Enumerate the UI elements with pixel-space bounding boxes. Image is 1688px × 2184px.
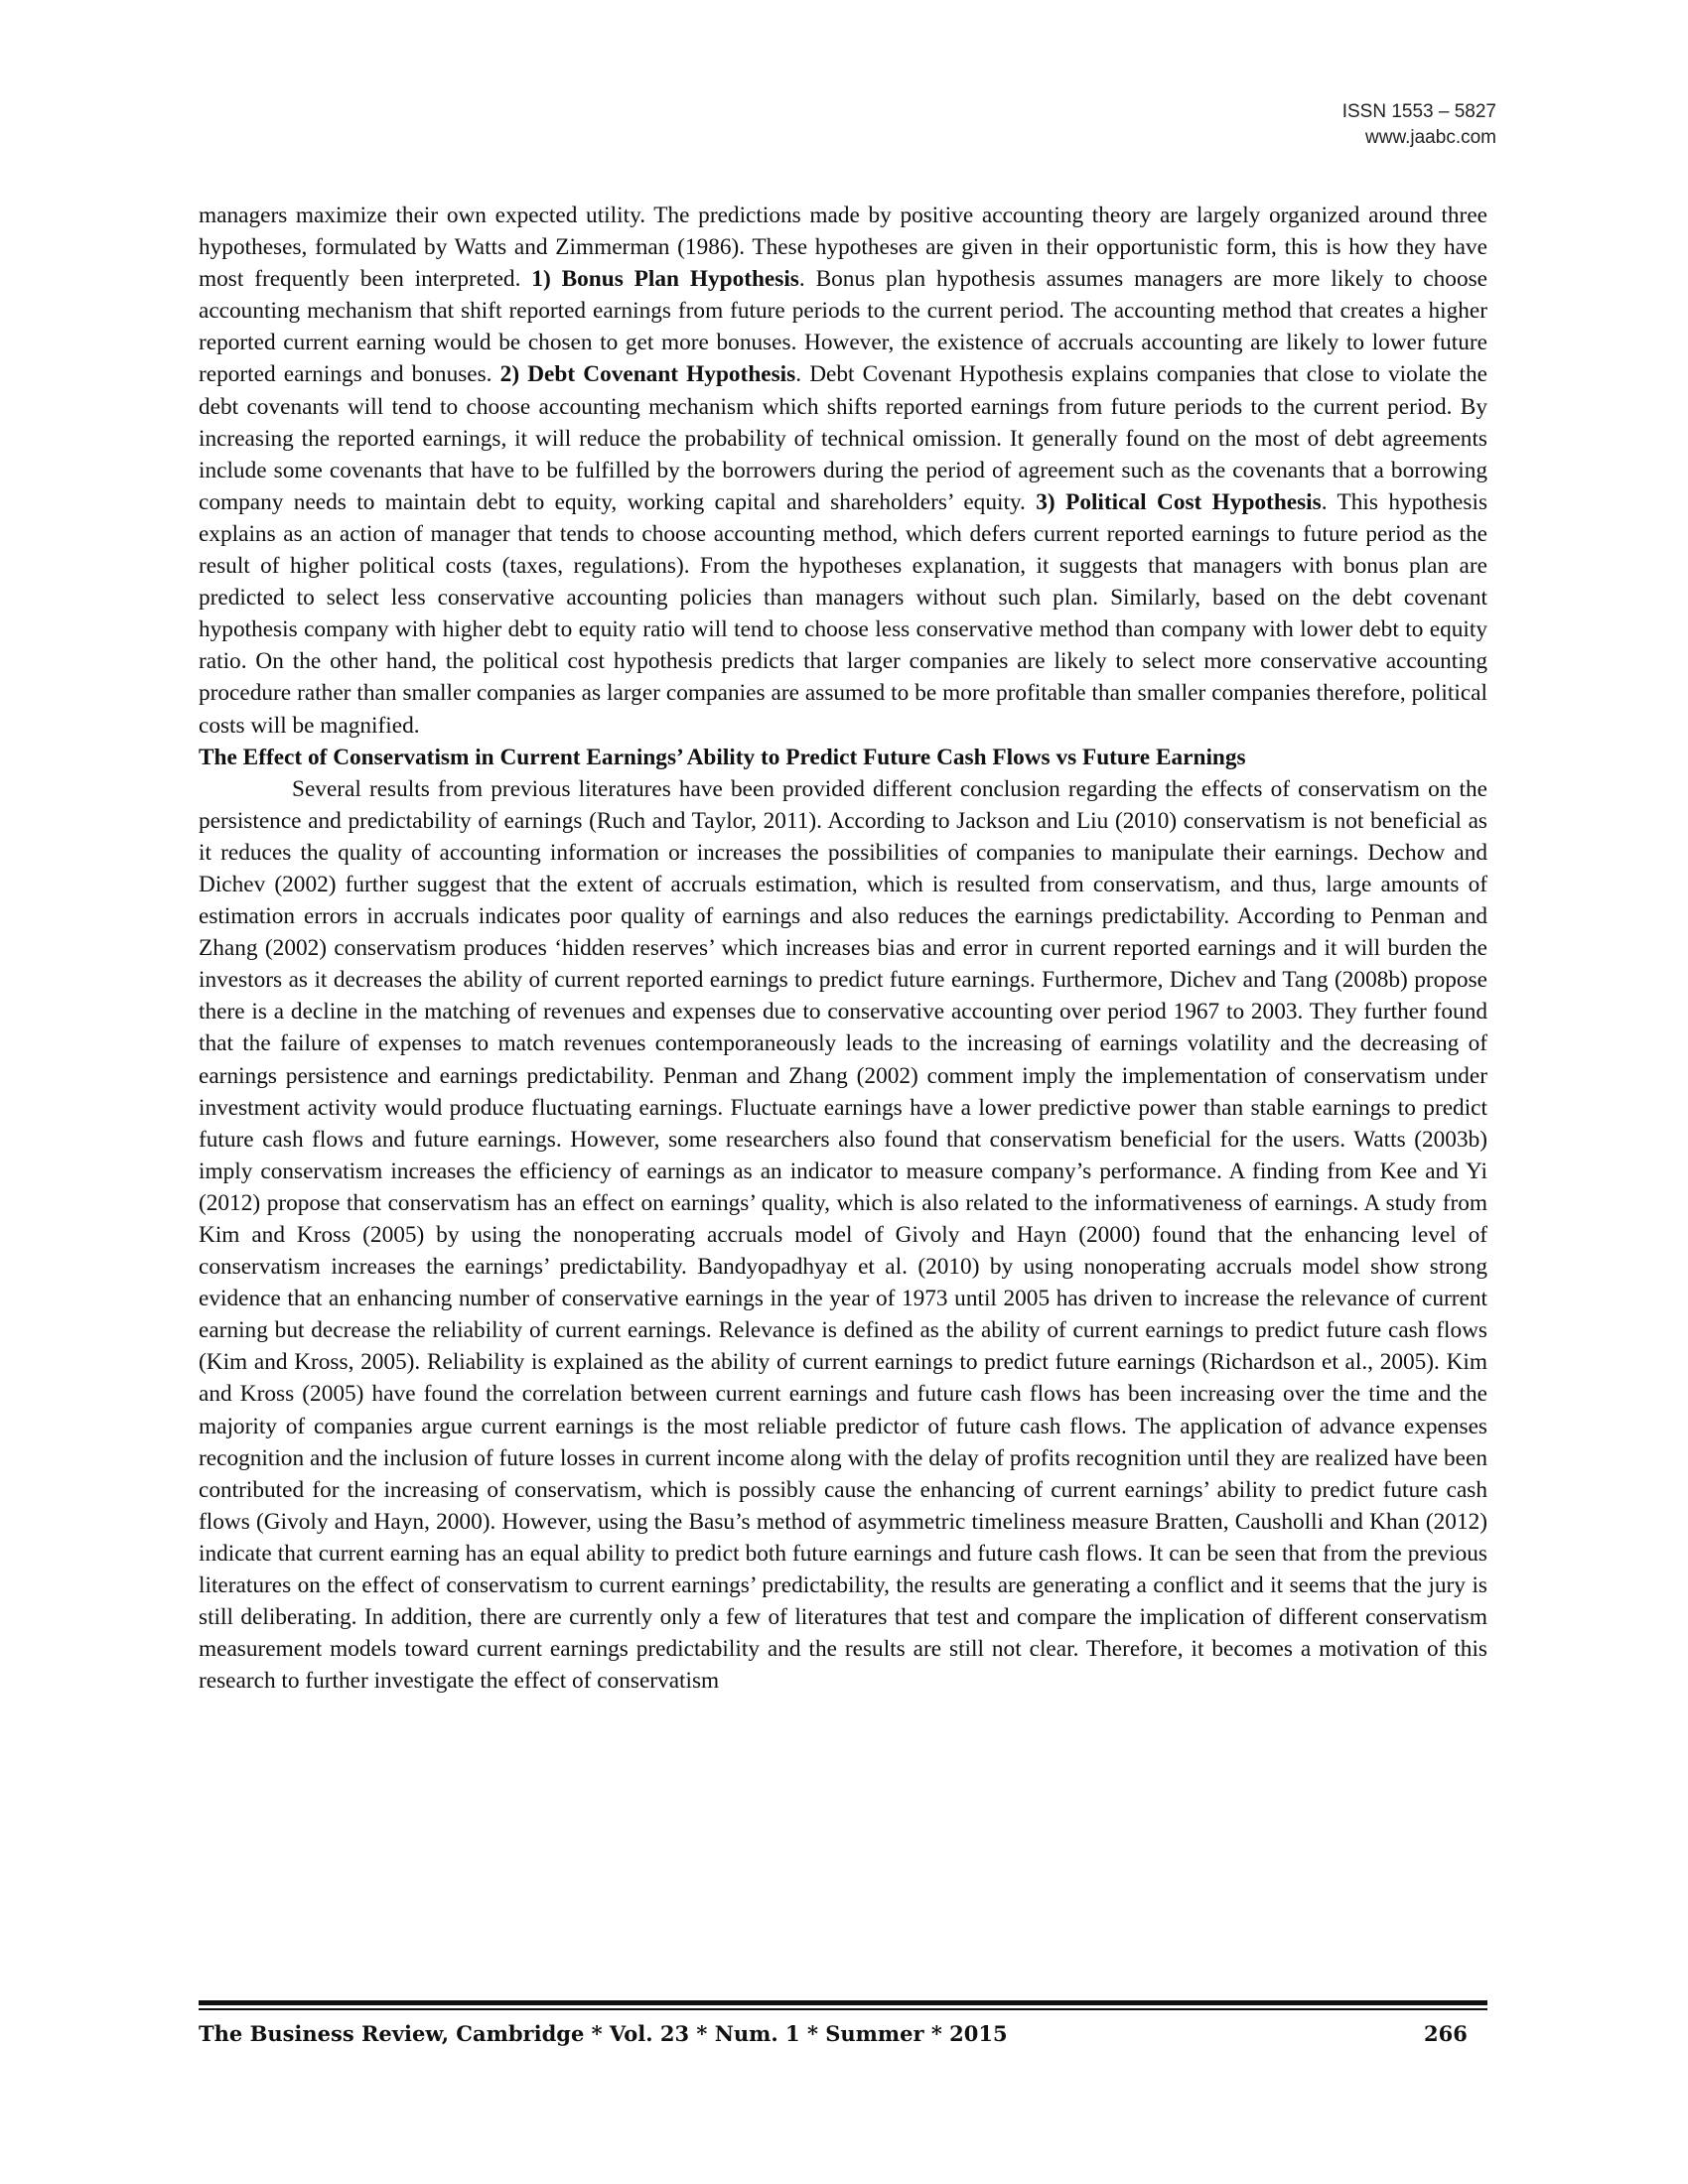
paragraph-text: . This hypothesis explains as an action of manager that tends to choose accounting method, which defers current reported earnings to future period as the result of higher political costs (taxes, regulations). From the hypotheses explanation, it suggests that managers with bonus plan are predicted to select less conservative accounting policies than managers without such plan. Similarly, based on the debt covenant hypothesis company with higher debt to equity ratio will tend to choose less conservative method than company with lower debt to equity ratio. On the other hand, the political cost hypothesis predicts that larger companies are likely to select more conservative accounting procedure rather than smaller companies as larger companies are assumed to be more profitable than smaller companies therefore, political costs will be magnified. [199,488,1488,739]
bonus-plan-heading: 1) Bonus Plan Hypothesis [531,266,799,293]
footer-journal-info: The Business Review, Cambridge * Vol. 23 * Num. 1 * Summer * 2015 [199,2021,1008,2046]
political-cost-heading: 3) Political Cost Hypothesis [1036,488,1322,515]
paragraph-conservatism: Several results from previous literatures have been provided different conclusion regarding the effects of conservatism on the persistence and predictability of earnings (Ruch and Taylor, 2011). According to Jackson and Liu (2010) conservatism is not beneficial as it reduces the quality of accounting information or increases the possibilities of companies to manipulate their earnings. Dechow and Dichev (2002) further suggest that the extent of accruals estimation, which is resulted from conservatism, and thus, large amounts of estimation errors in accruals indicates poor quality of earnings and also reduces the earnings predictability. According to Penman and Zhang (2002) conservatism produces ‘hidden reserves’ which increases bias and error in current reported earnings and it will burden the investors as it decreases the ability of current reported earnings to predict future earnings. Furthermore, Dichev and Tang (2008b) propose there is a decline in the matching of revenues and expenses due to conservative accounting over period 1967 to 2003. They further found that the failure of expenses to match revenues contemporaneously leads to the increasing of earnings volatility and the decreasing of earnings persistence and earnings predictability. Penman and Zhang (2002) comment imply the implementation of conservatism under investment activity would produce fluctuating earnings. Fluctuate earnings have a lower predictive power than stable earnings to predict future cash flows and future earnings. However, some researchers also found that conservatism beneficial for the users. Watts (2003b) imply conservatism increases the efficiency of earnings as an indicator to measure company’s performance. A finding from Kee and Yi (2012) propose that conservatism has an effect on earnings’ quality, which is also related to the informativeness of earnings. A study from Kim and Kross (2005) by using the nonoperating accruals model of Givoly and Hayn (2000) found that the enhancing level of conservatism increases the earnings’ predictability. Bandyopadhyay et al. (2010) by using nonoperating accruals model show strong evidence that an enhancing number of conservative earnings in the year of 1973 until 2005 has driven to increase the relevance of current earning but decrease the reliability of current earnings. Relevance is defined as the ability of current earnings to predict future cash flows (Kim and Kross, 2005). Reliability is explained as the ability of current earnings to predict future earnings (Richardson et al., 2005). Kim and Kross (2005) have found the correlation between current earnings and future cash flows has been increasing over the time and the majority of companies argue current earnings is the most reliable predictor of future cash flows. The application of advance expenses recognition and the inclusion of future losses in current income along with the delay of profits recognition until they are realized have been contributed for the increasing of conservatism, which is possibly cause the enhancing of current earnings’ ability to predict future cash flows (Givoly and Hayn, 2000). However, using the Basu’s method of asymmetric timeliness measure Bratten, Causholli and Khan (2012) indicate that current earning has an equal ability to predict both future earnings and future cash flows. It can be seen that from the previous literatures on the effect of conservatism to current earnings’ predictability, the results are generating a conflict and it seems that the jury is still deliberating. In addition, there are currently only a few of literatures that test and compare the implication of different conservatism measurement models toward current earnings predictability and the results are still not clear. Therefore, it becomes a motivation of this research to further investigate the effect of conservatism [199,775,1487,1695]
paragraph-text: . Debt Covenant Hypothesis explains companies that close to violate the debt covenants will tend to choose accounting mechanism which shifts reported earnings from future periods to the current period. By increasing the reported earnings, it will reduce the probability of technical omission. It generally found on the most of debt agreements include some covenants that have to be fulfilled by the borrowers during the period of agreement such as the covenants that a borrowing company needs to maintain debt to equity, working capital and shareholders’ equity. [199,361,1487,515]
section-heading: The Effect of Conservatism in Current Earnings’ Ability to Predict Future Cash Flows vs Future Earnings [199,744,1246,770]
paragraph-text: . Bonus plan hypothesis assumes managers are more likely to choose accounting mechanism that shift reported earnings from future periods to the current period. The accounting method that creates a higher reported current earning would be chosen to get more bonuses. However, the existence of accruals accounting are likely to lower future reported earnings and bonuses. [199,266,1487,388]
footer-divider-thin [199,2008,1487,2010]
page-header [1342,99,1496,151]
page-number: 266 [1424,2021,1468,2046]
paragraph-hypotheses [199,200,1487,742]
footer-divider-thick [199,2000,1487,2005]
issn-number: ISSN 1553 – 5827 [1341,101,1496,122]
body-text [199,200,1487,1697]
journal-website: www.jaabc.com [1365,127,1496,148]
paragraph-text: managers maximize their own expected utility. The predictions made by positive accounting theory are largely organized around three hypotheses, formulated by Watts and Zimmerman (1986). These hypotheses are given in their opportunistic form, this is how they have most frequently been interpreted. [199,203,1487,293]
debt-covenant-heading: 2) Debt Covenant Hypothesis [499,361,796,388]
